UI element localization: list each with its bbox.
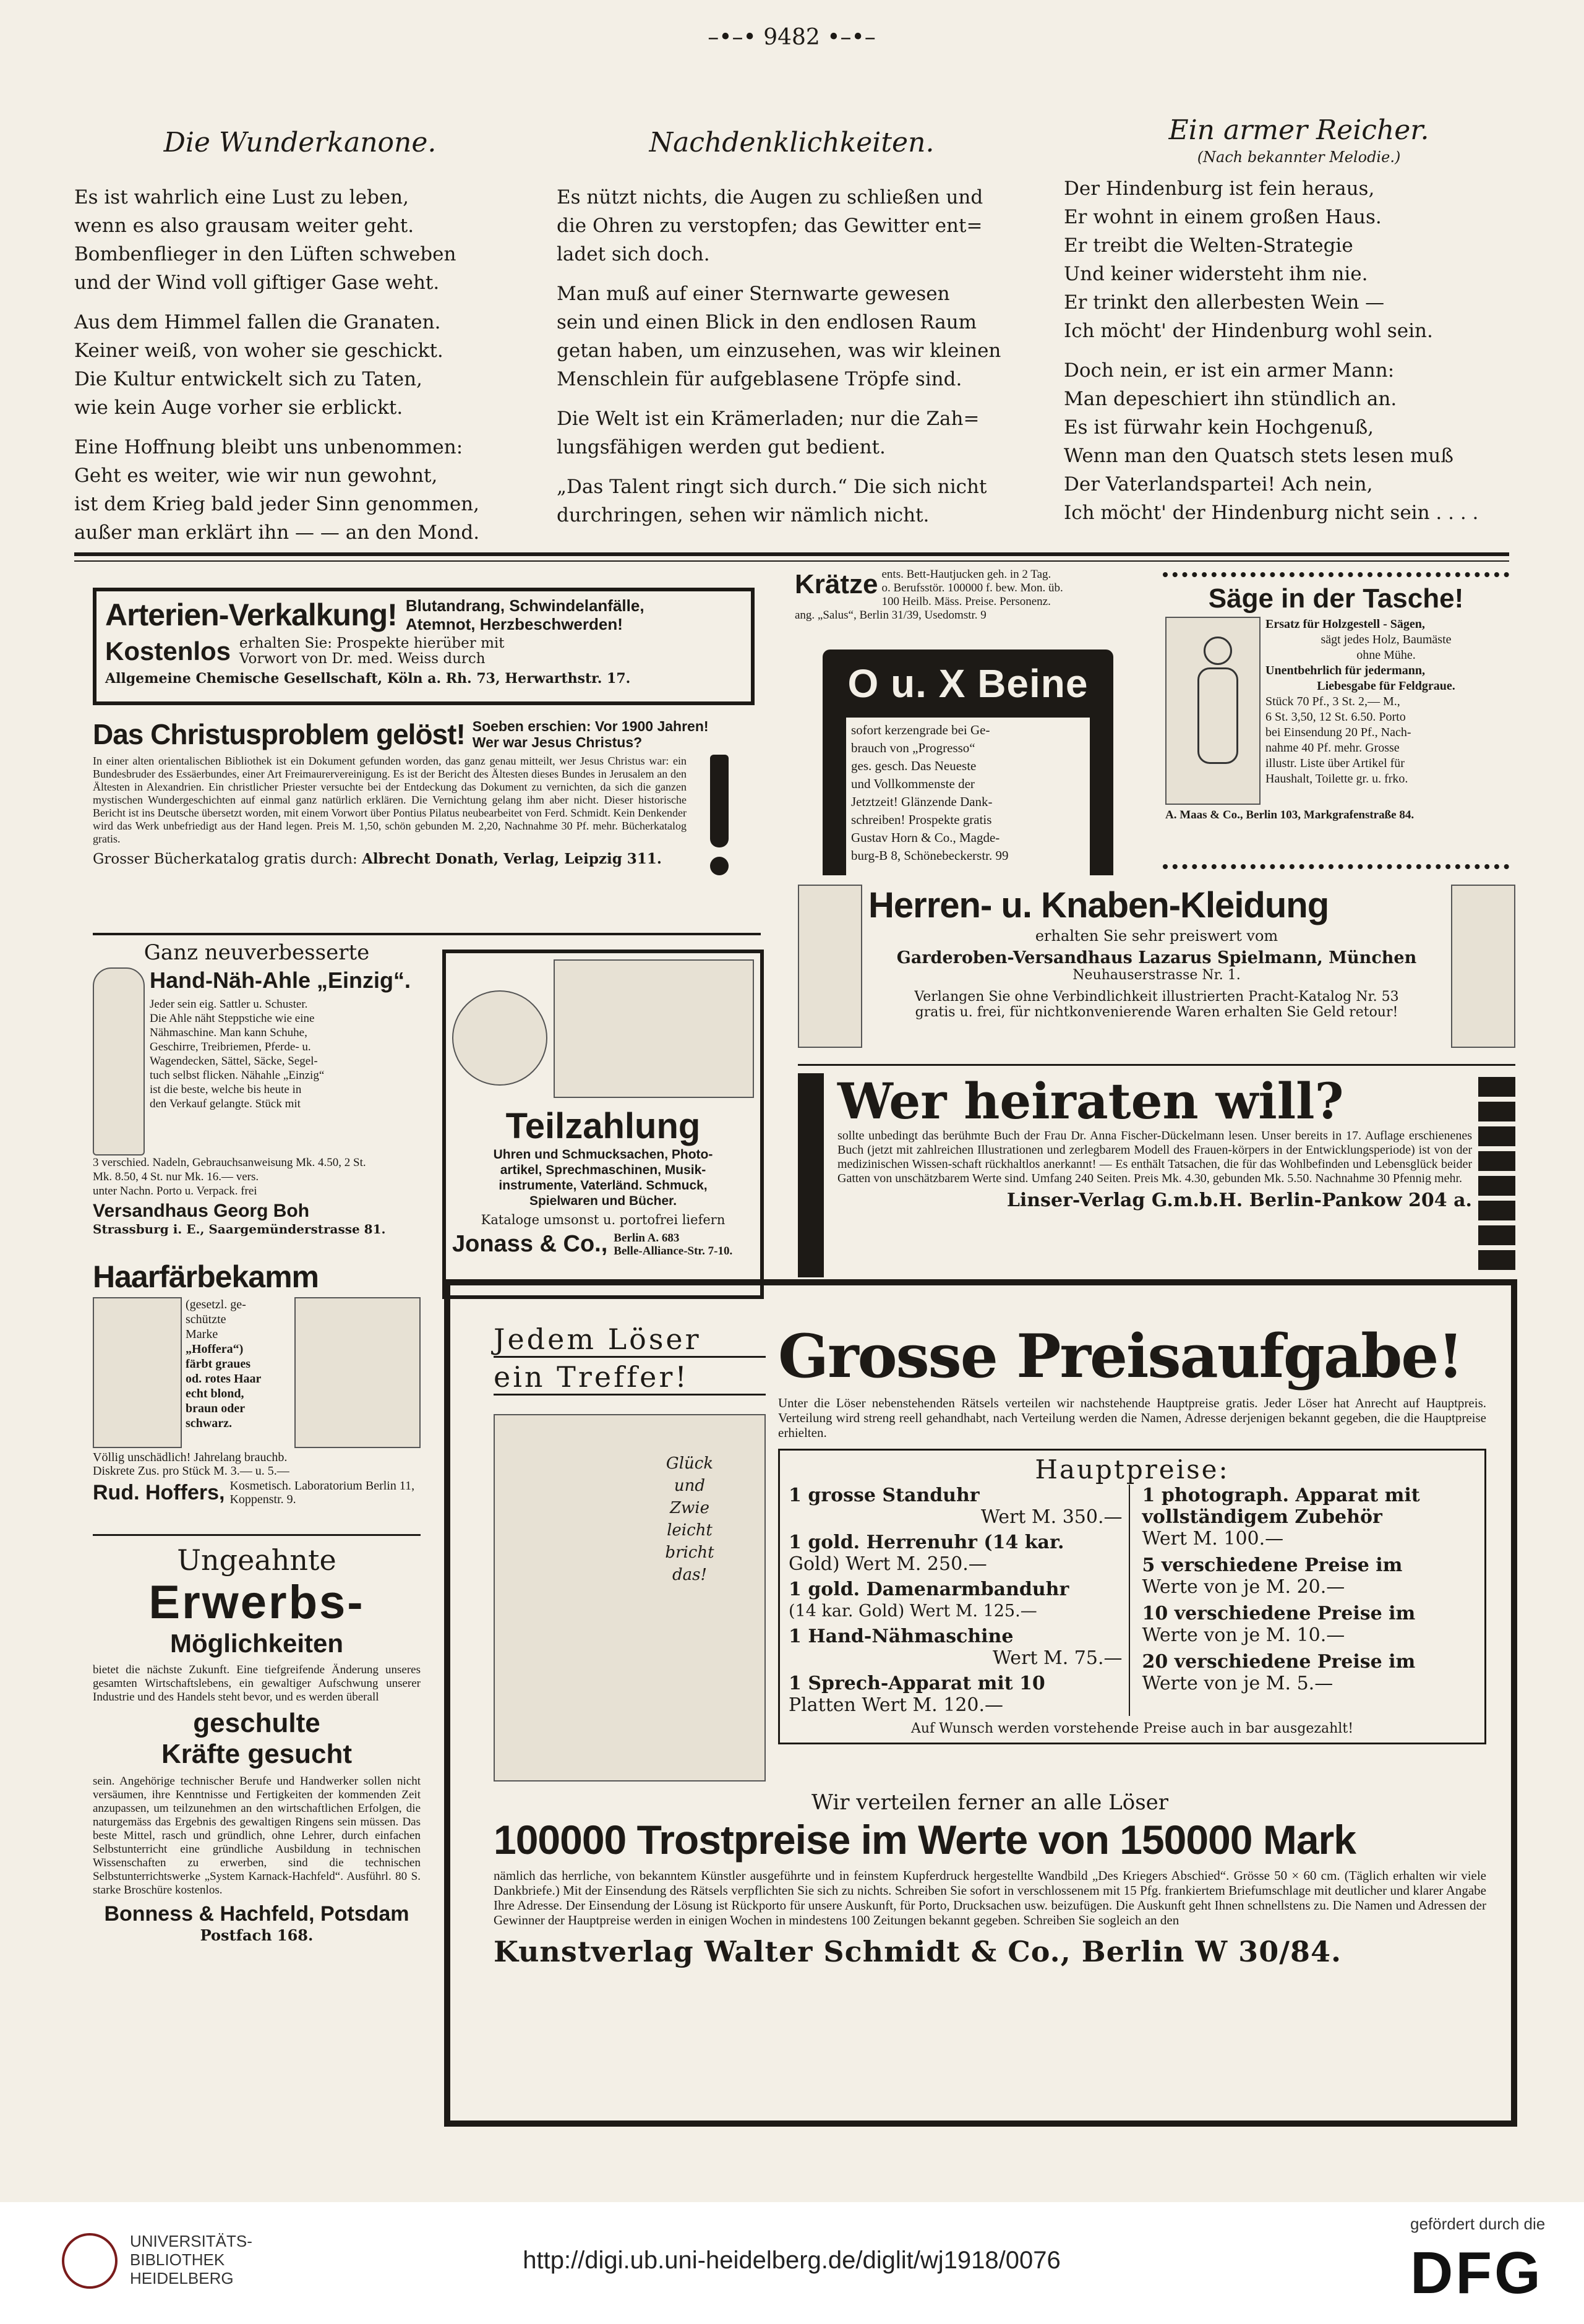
ad-preisaufgabe [444,1279,1517,2127]
poem-line: Und keiner widersteht ihm nie. [1064,263,1368,285]
ad-line: Jetztzeit! Glänzende Dank- [851,794,993,809]
prize-value: Wert M. 100.— [1142,1528,1284,1550]
ad-headline: Ungeahnte [177,1543,336,1577]
prize-name: 1 Hand-Nähmaschine [789,1626,1014,1647]
ad-body: sein. Angehörige technischer Berufe und Handwerker sollen nicht versäumen, ihre Kenntnisse und Fertigkeiten der kommenden Zeit anzupassen, um teilzunehmen an den wirtschaftlichen Erfolgen, die naturgemäss das Ergebnis des gewaltigen Ringens sein müssen. Das beste Mittel, rasch und gründlich, ohne Lehrer, durch einfachen Selbstunterricht eine gründliche Ausbildung in technischen Wissenschaften zu erwerben, sind die technischen Selbstunterrichtswerke „System Karnack-Hachfeld“. Ausführl. 80 S. starke Broschüre kostenlos. [93,1775,421,1897]
prize-item [1142,1554,1476,1598]
poem-title: Nachdenklichkeiten. [649,127,935,158]
ad-firm: A. Maas & Co., Berlin 103, Markgrafenstraße 84. [1165,808,1415,821]
poem-line: lungsfähigen werden gut bedient. [557,436,886,458]
gramophone-icon [554,959,754,1098]
prize-value: Wert M. 350.— [980,1506,1123,1528]
ad-line: ist die beste, welche bis heute in [150,1083,302,1096]
poem-subtitle: (Nach bekannter Melodie.) [1197,148,1401,166]
ad-line: braun oder [186,1402,246,1415]
ad-headline: Herren- u. Knaben-Kleidung [868,885,1329,925]
stanza [557,183,1027,268]
ad-headline: Hand-Näh-Ahle „Einzig“. [150,967,411,993]
prize-name: 10 verschiedene Preise im [1142,1603,1416,1624]
ad-heiraten [798,1073,1515,1287]
ad-line: färbt graues [186,1357,250,1371]
stanza [1064,356,1534,527]
ad-line: Die Ahle näht Steppstiche wie eine [150,1012,315,1025]
book-stack-icon [1478,1073,1515,1277]
ad-line: ents. Bett-Hautjucken geh. in 2 Tag. [881,568,1051,581]
ad-line: Atemnot, Herzbeschwerden! [405,615,623,633]
ad-line: Spielwaren und Bücher. [529,1194,677,1208]
ad-line: unter Nachn. Porto u. Verpack. frei [93,1185,257,1198]
prize-value: Werte von je M. 10.— [1142,1624,1345,1646]
ad-line: gratis u. frei, für nichtkonvenierende Waren erhalten Sie Geld retour! [915,1005,1398,1020]
ad-footer-label: Grosser Bücherkatalog gratis durch: [93,851,357,867]
poem-line: Man depeschiert ihn stündlich an. [1064,388,1397,410]
ad-body: In einer alten orientalischen Bibliothek ist ein Dokument gefunden worden, das ganz genau mitteilt, wer Jesus Christus war: ein Bundesbruder des Essäerbundes, einer Art Freimaurervereinigung. Es ist der Bericht des Ältesten dieses Bundes in Jerusalem an den Ältesten in Alexandrien. Ein christlicher Priester versuchte bei der Entdeckung das Dokument zu vernichten, da sich die ganzen mystischen Wundergeschichten auf einmal ganz natürlich erklären. Die Vernichtung gelang ihm aber nicht. Dieser historische Bericht ist ins Deutsche übersetzt worden, mit einem Vorwort über Pontius Pilatus neubearbeitet von Ferd. Schmidt. Kein Denkender wird das Werk unbefriedigt aus der Hand legen. Preis M. 1,50, schön gebunden M. 2,20, Nachnahme 30 Pf. mehr. Bücherkatalog gratis. [93,755,687,845]
university-seal-icon [62,2233,118,2289]
poem-line: Es ist fürwahr kein Hochgenuß, [1064,416,1374,439]
page-number: 9482 [763,25,820,50]
picture-text: das! [672,1566,707,1584]
ad-address: Neuhauserstrasse Nr. 1. [1072,967,1241,983]
ad-address: Berlin A. 683 [614,1231,680,1245]
ad-line: 100 Heilb. Mäss. Preise. Personenz. [881,595,1051,608]
prize-name: 1 photograph. Apparat mit [1142,1485,1420,1506]
ad-headline: Teilzahlung [505,1106,701,1146]
ad-body: sollte unbedingt das berühmte Buch der Frau Dr. Anna Fischer-Dückelmann lesen. Unser bereits in 17. Auflage erschienenes Buch (jetzt mit zahlreichen Illustrationen und zerlegbarem Modell des Frauen-körpers in der Entwicklungsperiode) ist von der medizinischen Wissen-schaft rückhaltlos anerkannt! — Es enthält Tatsachen, die für das Wohlbefinden und Lebensglück beider Gatten von unschätzbarem Werte sind. Umfang 240 Seiten. Preis Mk. 4.30, gebunden Mk. 5.50. Nachnahme 30 Pfennig mehr. [837,1129,1472,1185]
poem-nachdenklichkeiten [557,127,1027,541]
poem-line: ladet sich doch. [557,243,710,265]
picture-text: Glück [666,1454,714,1473]
ad-address: Belle-Alliance-Str. 7-10. [614,1244,733,1258]
page-number-row: –•–• 9482 •–•– [708,25,876,50]
poem-line: Die Kultur entwickelt sich zu Taten, [74,368,422,390]
ad-headline: Haarfärbekamm [93,1259,319,1294]
boy-figure-icon [1451,885,1515,1048]
ad-line: Völlig unschädlich! Jahrelang brauchb. [93,1451,288,1464]
ad-haar [93,1259,421,1537]
ad-line: Haushalt, Toilette gr. u. frko. [1265,772,1408,786]
poem-line: Keiner weiß, von woher sie geschickt. [74,340,443,362]
woman-portrait-icon [294,1297,421,1448]
stanza [74,433,526,547]
poem-wunderkanone [74,127,526,558]
ad-line: illustr. Liste über Artikel für [1265,757,1405,770]
ad-firm: Albrecht Donath, Verlag, Leipzig 311. [362,851,662,867]
ad-headline: 100000 Trostpreise im Werte von 150000 Mark [494,1817,1356,1863]
prize-value: Wert M. 75.— [992,1647,1123,1669]
prize-item [789,1485,1123,1528]
ad-line: Unentbehrlich für jedermann, [1265,664,1425,677]
prize-name: 1 Sprech-Apparat mit 10 [789,1673,1045,1694]
university-line: HEIDELBERG [130,2269,234,2288]
ad-left-title: ein Treffer! [494,1360,766,1396]
section-divider [74,552,1509,556]
divider [93,933,761,935]
ad-ahle [93,940,421,1250]
prize-name: vollständigem Zubehör [1142,1506,1382,1528]
picture-text: und [674,1477,706,1495]
ad-line: Wer war Jesus Christus? [472,734,643,750]
man-figure-icon [798,885,862,1048]
prize-name: 1 grosse Standuhr [789,1485,980,1506]
ad-firm: Bonness & Hachfeld, Potsdam [104,1902,409,1926]
ad-arterien [93,588,755,705]
ad-line: Nähmaschine. Man kann Schuhe, [150,1026,307,1039]
poem-line: Ich möcht' der Hindenburg wohl sein. [1064,320,1433,342]
ad-firm: Versandhaus Georg Boh [93,1201,310,1221]
poem-armer-reicher [1064,114,1534,538]
ad-kraetze [795,568,1141,645]
ad-body: nämlich das herrliche, von bekanntem Künstler ausgeführte und in feinstem Kupferdruck hergestellte Wandbild „Des Kriegers Abschied“. Grösse 50 × 60 cm. (Täglich erhalten wir viele Dankbriefe.) Mit der Einsendung des Rätsels verpflichten Sie sich zu nichts. Schreiben Sie sofort in verschlossenem mit 15 Pfg. frankiertem Briefumschlage mit deutlicher und klarer Angabe Ihre Adresse. Der Einsendung der Lösung ist Rückporto für unsere Auskunft, für Porto, Drucksachen usw. beizufügen. Die Auskunft geht Ihnen schnellstens zu. Die Namen und Adressen der Gewinner der Hauptpreise werden in einigen Wochen in mindestens 100 Zeitungen bekannt gegeben. Schreiben Sie sogleich an den [494,1868,1486,1927]
ad-line: Gustav Horn & Co., Magde- [851,830,1000,845]
funded-by-text: gefördert durch die [1410,2215,1546,2233]
ad-firm: Kunstverlag Walter Schmidt & Co., Berlin W 30/84. [494,1935,1342,1968]
ad-line: schützte [186,1313,226,1326]
poem-line: Die Welt ist ein Krämerladen; nur die Zah= [557,408,980,430]
puzzle-picture-icon [494,1414,766,1782]
ad-body: bietet die nächste Zukunft. Eine tiefgreifende Änderung unseres gesamten Wirtschaftslebens, ein gewaltiger Aufschwung unserer Industrie und des Handels steht bevor, und es werden überall [93,1663,421,1704]
ad-beine [823,650,1113,881]
ad-herren [798,885,1515,1061]
poem-line: und der Wind voll giftiger Gase weht. [74,272,440,294]
poem-line: Er wohnt in einem großen Haus. [1064,206,1382,228]
poem-line: Eine Hoffnung bleibt uns unbenommen: [74,436,463,458]
source-url-link[interactable]: http://digi.ub.uni-heidelberg.de/diglit/wj1918/0076 [523,2247,1061,2274]
prize-item [789,1673,1123,1716]
picture-text: leicht [667,1521,713,1540]
prize-item [789,1626,1123,1669]
footer-bar [0,2202,1584,2324]
prize-name: 20 verschiedene Preise im [1142,1651,1416,1673]
ad-headline: geschulte [193,1708,320,1738]
stanza [74,308,526,422]
awl-tool-icon [93,967,145,1156]
prize-name: 1 gold. Herrenuhr (14 kar. [789,1532,1064,1553]
leg-icon [823,718,846,875]
university-line: UNIVERSITÄTS- [130,2232,252,2250]
prize-value: (14 kar. Gold) Wert M. 125.— [789,1602,1037,1621]
ad-line: sägt jedes Holz, Baumäste [1321,633,1452,646]
prize-item [1142,1485,1476,1550]
ad-line: Kataloge umsonst u. portofrei liefern [481,1212,726,1227]
prize-item [789,1532,1123,1575]
poem-line: sein und einen Blick in den endlosen Raum [557,311,977,333]
ad-line: Wir verteilen ferner an alle Löser [811,1790,1169,1815]
divider [93,1534,421,1536]
ad-firm: ang. „Salus“, Berlin 31/39, Usedomstr. 9 [795,609,987,622]
poem-line: „Das Talent ringt sich durch.“ Die sich nicht [557,476,987,498]
poem-line: Aus dem Himmel fallen die Granaten. [74,311,441,333]
prize-list-title: Hauptpreise: [1035,1454,1230,1485]
bearded-man-icon [93,1297,182,1448]
stanza [557,473,1027,530]
ad-line: Liebesgabe für Feldgraue. [1317,679,1455,693]
poem-line: Bombenflieger in den Lüften schweben [74,243,456,265]
ad-line: nahme 40 Pf. mehr. Grosse [1265,741,1400,755]
stanza [1064,174,1534,345]
ad-line: Soeben erschien: Vor 1900 Jahren! [472,718,709,734]
poem-line: durchringen, sehen wir nämlich nicht. [557,504,930,526]
university-line: BIBLIOTHEK [130,2250,225,2269]
ad-headline: Kräfte gesucht [161,1739,353,1769]
stanza [74,183,526,297]
poem-title: Die Wunderkanone. [163,127,437,158]
ad-address: Postfach 168. [200,1926,314,1944]
ad-line: od. rotes Haar [186,1372,262,1386]
poem-line: wie kein Auge vorher sie erblickt. [74,397,403,419]
ad-headline: Grosse Preisaufgabe! [778,1321,1463,1391]
ad-line: brauch von „Progresso“ [851,740,975,755]
ad-firm: Allgemeine Chemische Gesellschaft, Köln a. Rh. 73, Herwarthstr. 17. [105,671,631,687]
picture-text: bricht [665,1543,714,1562]
ad-line: artikel, Sprechmaschinen, Musik- [500,1163,706,1177]
stanza [557,280,1027,393]
ad-firm: Garderoben-Versandhaus Lazarus Spielmann, München [896,948,1417,967]
poem-line: außer man erklärt ihn — — an den Mond. [74,521,480,544]
ad-line: „Hoffera“) [186,1342,244,1356]
poem-line: Es nützt nichts, die Augen zu schließen und [557,186,983,208]
ad-pretitle: Ganz neuverbesserte [143,940,370,965]
ad-line: Geschirre, Treibriemen, Pferde- u. [150,1040,311,1053]
divider [798,1064,1515,1066]
ad-firm: Linser-Verlag G.m.b.H. Berlin-Pankow 204 a. [1006,1190,1472,1211]
ad-line: Verlangen Sie ohne Verbindlichkeit illustrierten Pracht-Katalog Nr. 53 [914,989,1399,1005]
ad-headline: Erwerbs- [148,1576,365,1629]
ad-line: und Vollkommenste der [851,776,975,791]
poem-line: getan haben, um einzusehen, was wir kleinen [557,340,1001,362]
ad-address: Strassburg i. E., Saargemünderstrasse 81. [93,1222,386,1237]
ad-headline: Krätze [795,569,878,599]
ad-firm: Rud. Hoffers, [93,1480,225,1504]
ad-intro: Unter die Löser nebenstehenden Rätsels verteilen wir nachstehende Hauptpreise gratis. Jeder Löser hat Anrecht auf Hauptpreis. Verteilung wird streng reell gehandhabt, nach Verteilung werden die Namen, Adresse derjenigen bekannt gegeben, die die Hauptpreise erhielten. [778,1396,1486,1440]
ad-headline: Wer heiraten will? [837,1072,1344,1130]
ad-headline: Arterien-Verkalkung! [105,598,397,632]
ad-line: ohne Mühe. [1356,648,1416,662]
ad-line: Stück 70 Pf., 3 St. 2,— M., [1265,695,1400,708]
ad-line: Wagendecken, Sättel, Säcke, Segel- [150,1055,318,1068]
university-name [130,2232,252,2288]
saw-illustration-icon [1165,617,1261,805]
ad-line: sofort kerzengrade bei Ge- [851,722,990,737]
ad-line: Blutandrang, Schwindelanfälle, [405,596,644,615]
stanza [557,405,1027,461]
ad-address: Kosmetisch. Laboratorium Berlin 11, Koppenstr. 9. [229,1479,415,1506]
ad-line: 6 St. 3,50, 12 St. 6.50. Porto [1265,710,1406,724]
black-bar [798,1073,824,1277]
ad-line: Vorwort von Dr. med. Weiss durch [239,651,486,667]
ad-line: burg-B 8, Schönebeckerstr. 99 [851,848,1009,863]
ad-line: Diskrete Zus. pro Stück M. 3.— u. 5.— [93,1464,289,1478]
prize-value: Platten Wert M. 120.— [789,1694,1004,1716]
ad-left-title: Jedem Löser [494,1323,766,1358]
exclamation-icon [687,755,748,846]
prize-list [778,1449,1486,1744]
ad-line: Mk. 8.50, 4 St. nur Mk. 16.— vers. [93,1170,259,1183]
poem-title: Ein armer Reicher. [1168,114,1429,146]
poem-line: die Ohren zu verstopfen; das Gewitter ent= [557,215,983,237]
poem-line: Ich möcht' der Hindenburg nicht sein . . . . [1064,502,1479,524]
prize-item [1142,1603,1476,1646]
prize-value: Werte von je M. 5.— [1142,1673,1334,1694]
ad-line: echt blond, [186,1387,244,1400]
ad-line: den Verkauf gelangte. Stück mit [150,1097,301,1110]
dfg-logo: DFG [1410,2240,1543,2306]
ad-line: schwarz. [186,1417,232,1430]
poem-line: Es ist wahrlich eine Lust zu leben, [74,186,409,208]
poem-line: Doch nein, er ist ein armer Mann: [1064,359,1395,382]
ad-line: 3 verschied. Nadeln, Gebrauchsanweisung Mk. 4.50, 2 St. [93,1156,366,1169]
poem-line: Er trinkt den allerbesten Wein — [1064,291,1385,314]
ad-line: tuch selbst flicken. Nähahle „Einzig“ [150,1069,325,1082]
ad-line: ges. gesch. Das Neueste [851,758,977,773]
prize-name: 5 verschiedene Preise im [1142,1554,1403,1576]
prize-name: 1 gold. Damenarmbanduhr [789,1579,1069,1600]
ad-christus [93,718,755,931]
ad-line: Auf Wunsch werden vorstehende Preise auch in bar ausgezahlt! [910,1721,1354,1736]
ad-line: Jeder sein eig. Sattler u. Schuster. [150,998,308,1011]
ad-line: erhalten Sie sehr preiswert vom [1035,927,1278,945]
poem-line: Der Vaterlandspartei! Ach nein, [1064,473,1373,495]
poem-line: wenn es also grausam weiter geht. [74,215,414,237]
ad-headline: Säge in der Tasche! [1208,583,1464,614]
ad-teilzahlung [442,950,764,1299]
ad-firm: Jonass & Co., [452,1231,608,1257]
ad-erwerbs [93,1543,421,2119]
ad-line: o. Berufsstör. 100000 f. bew. Mon. üb. [881,581,1063,594]
ad-line: instrumente, Vaterländ. Schmuck, [499,1178,708,1193]
ad-line: bei Einsendung 20 Pf., Nach- [1265,726,1411,739]
ad-line: schreiben! Prospekte gratis [851,812,992,827]
prize-item [1142,1651,1476,1694]
ad-line: erhalten Sie: Prospekte hierüber mit [239,635,505,651]
leg-icon [1090,718,1113,875]
prize-value: Werte von je M. 20.— [1142,1576,1345,1598]
poem-line: Geht es weiter, wie wir nun gewohnt, [74,465,438,487]
poem-line: ist dem Krieg bald jeder Sinn genommen, [74,493,479,515]
poem-line: Menschlein für aufgeblasene Tröpfe sind. [557,368,962,390]
ad-line: Uhren und Schmucksachen, Photo- [493,1147,713,1162]
prize-value: Gold) Wert M. 250.— [789,1553,987,1575]
pocket-watch-icon [452,990,547,1086]
ad-line: Marke [186,1327,218,1341]
prize-item [789,1579,1123,1622]
ad-headline: Das Christusproblem gelöst! [93,718,465,750]
picture-text: Zwie [669,1499,710,1517]
poem-line: Der Hindenburg ist fein heraus, [1064,178,1375,200]
poem-line: Er treibt die Welten-Strategie [1064,234,1353,257]
poem-line: Man muß auf einer Sternwarte gewesen [557,283,950,305]
ad-line: Ersatz für Holzgestell - Sägen, [1265,617,1425,631]
section-divider [74,560,1509,562]
ad-headline: O u. X Beine [847,661,1089,706]
ad-kostenlos: Kostenlos [105,637,231,666]
ad-headline: Möglichkeiten [169,1629,344,1658]
poem-line: Wenn man den Quatsch stets lesen muß [1064,445,1453,467]
ad-saege [1163,572,1509,869]
ad-line: (gesetzl. ge- [186,1298,246,1311]
